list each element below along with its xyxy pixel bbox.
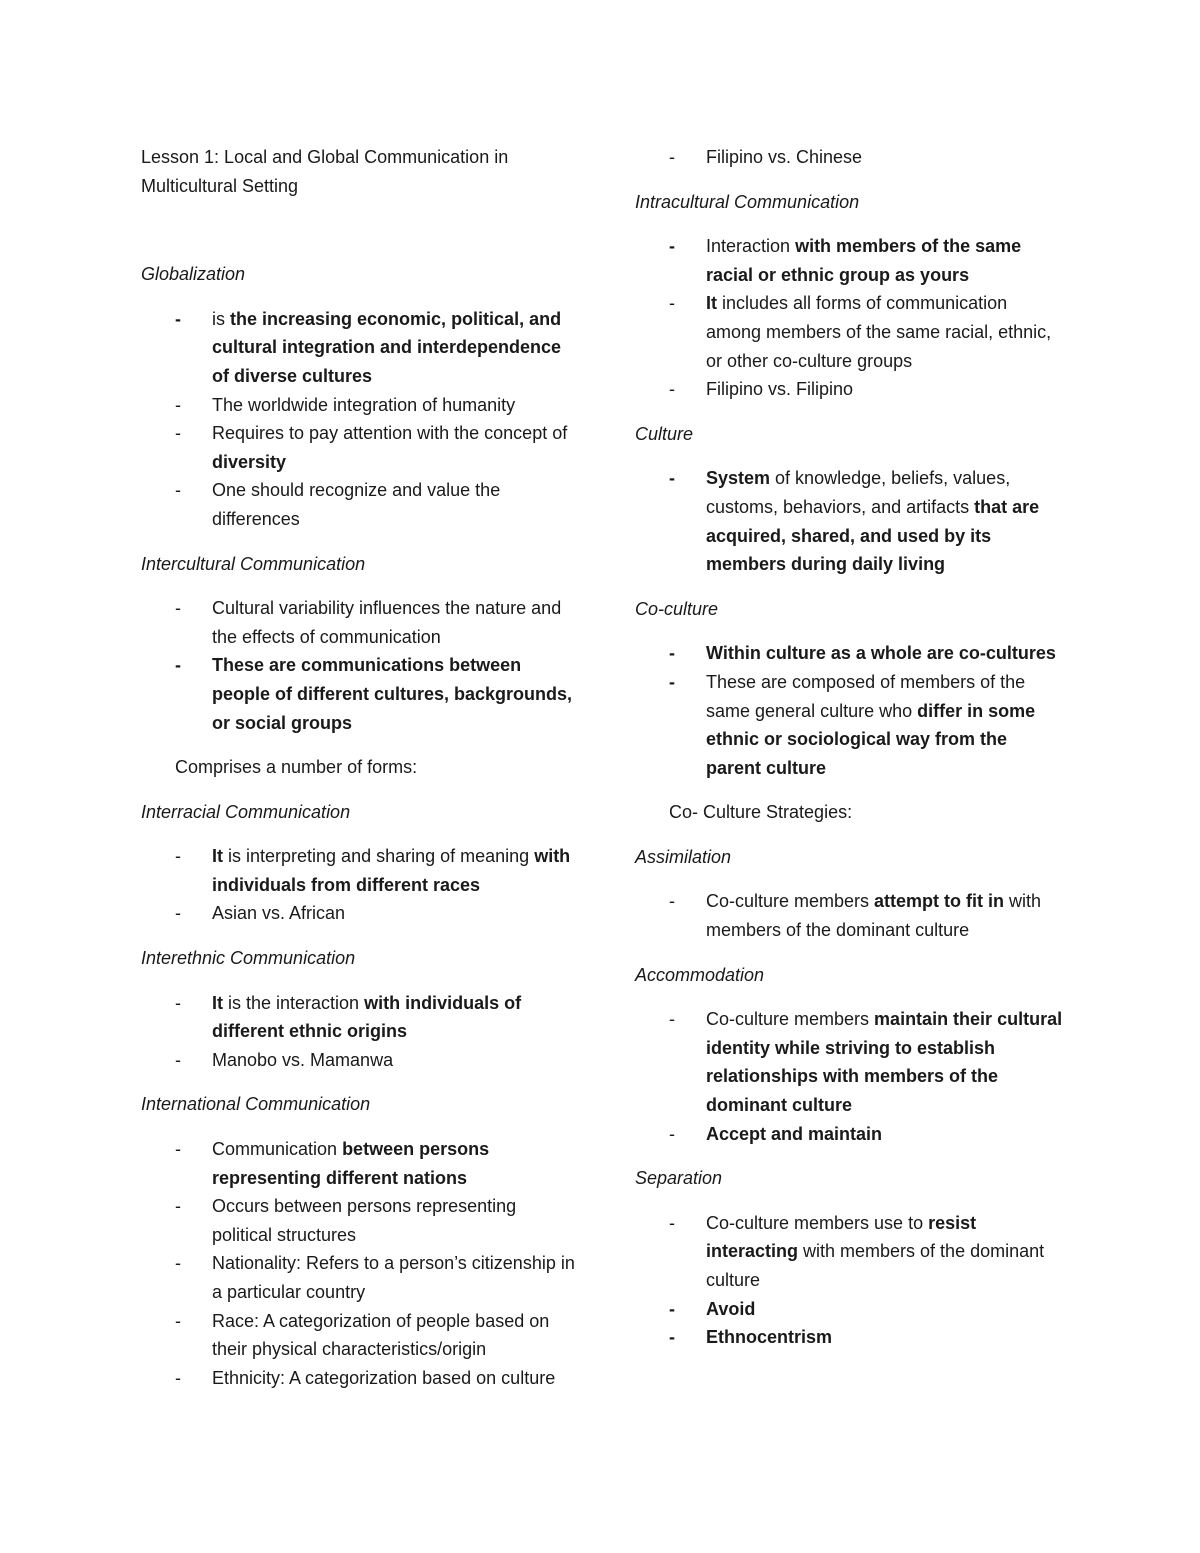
item-text: Manobo vs. Mamanwa bbox=[212, 1049, 394, 1070]
list-item bbox=[141, 989, 581, 1046]
item-text: resist interacting bbox=[706, 1212, 977, 1262]
dash-bullet-icon: - bbox=[669, 671, 675, 692]
item-text: the increasing economic, political, and cultural integration and interdependence of diverse cultures bbox=[212, 308, 562, 386]
dash-bullet-icon: - bbox=[175, 1196, 181, 1217]
list-item bbox=[635, 1120, 1065, 1149]
item-text: differ in some ethnic or sociological way from the parent culture bbox=[706, 700, 1036, 778]
dash-bullet-icon: - bbox=[175, 1367, 181, 1388]
item-text: maintain their cultural identity while striving to establish relationships with members of the dominant culture bbox=[706, 1009, 1063, 1116]
list-item bbox=[635, 232, 1065, 289]
interracial-list bbox=[141, 842, 581, 928]
item-text: Interaction bbox=[706, 236, 796, 257]
item-text: System bbox=[706, 468, 771, 489]
dash-bullet-icon: - bbox=[669, 643, 675, 664]
dash-bullet-icon: - bbox=[669, 147, 675, 167]
dash-bullet-icon: - bbox=[669, 891, 675, 912]
dash-bullet-icon: - bbox=[175, 480, 181, 501]
dash-bullet-icon: - bbox=[669, 379, 675, 400]
list-item bbox=[635, 1005, 1065, 1119]
separation-list bbox=[635, 1209, 1065, 1352]
heading-intercultural: Intercultural Communication bbox=[141, 553, 366, 574]
dash-bullet-icon: - bbox=[175, 394, 181, 415]
list-item bbox=[141, 899, 581, 928]
list-item bbox=[141, 1249, 581, 1306]
dash-bullet-icon: - bbox=[175, 1139, 181, 1160]
item-text: Co-culture members bbox=[706, 1009, 875, 1030]
list-item bbox=[635, 639, 1065, 668]
item-text: with individuals from different races bbox=[212, 846, 571, 895]
list-item bbox=[635, 887, 1065, 944]
item-text: Occurs between persons representing political structures bbox=[212, 1196, 517, 1245]
international-list bbox=[141, 1135, 581, 1392]
dash-bullet-icon: - bbox=[669, 1123, 675, 1144]
intracultural-list bbox=[635, 232, 1065, 404]
heading-interracial: Interracial Communication bbox=[141, 801, 351, 822]
heading-intracultural: Intracultural Communication bbox=[635, 191, 860, 212]
dash-bullet-icon: - bbox=[175, 308, 181, 329]
item-text: Race: A categorization of people based on their physical characteristics/origin bbox=[212, 1310, 550, 1360]
item-text: It bbox=[212, 992, 223, 1013]
list-item bbox=[141, 1135, 581, 1192]
list-item bbox=[141, 651, 581, 737]
heading-globalization: Globalization bbox=[141, 264, 246, 285]
dash-bullet-icon: - bbox=[175, 598, 181, 619]
item-text: is interpreting and sharing of meaning bbox=[223, 846, 535, 867]
dash-bullet-icon: - bbox=[175, 1253, 181, 1274]
item-text: with individuals of different ethnic origins bbox=[212, 992, 522, 1042]
list-item bbox=[141, 305, 581, 391]
list-item bbox=[635, 464, 1065, 578]
list-item bbox=[141, 1307, 581, 1364]
item-text: Asian vs. African bbox=[212, 903, 346, 924]
interethnic-list bbox=[141, 989, 581, 1075]
list-item bbox=[141, 594, 581, 651]
assimilation-list bbox=[635, 887, 1065, 944]
item-text: with members of the dominant culture bbox=[706, 891, 1042, 941]
item-text: that are acquired, shared, and used by its members during daily living bbox=[706, 496, 1040, 575]
item-text: These are composed of members of the same general culture who bbox=[706, 671, 1026, 721]
accommodation-list bbox=[635, 1005, 1065, 1148]
dash-bullet-icon: - bbox=[175, 992, 181, 1013]
heading-culture: Culture bbox=[635, 423, 694, 444]
list-item bbox=[635, 143, 1065, 172]
item-text: includes all forms of communication among members of the same racial, ethnic, or other co-culture groups bbox=[706, 293, 1052, 371]
item-text: These are communications between people of different cultures, backgrounds, or social groups bbox=[212, 655, 573, 733]
item-text: Ethnicity: A categorization based on culture bbox=[212, 1367, 556, 1388]
item-text: Nationality: Refers to a person’s citizenship in a particular country bbox=[212, 1253, 575, 1302]
left-column bbox=[141, 143, 581, 1408]
heading-interethnic: Interethnic Communication bbox=[141, 948, 356, 969]
coculture-list bbox=[635, 639, 1065, 782]
item-text: Filipino vs. Filipino bbox=[706, 379, 854, 400]
lesson-title: Lesson 1: Local and Global Communication in Multicultural Setting bbox=[141, 147, 509, 196]
item-text: It bbox=[212, 846, 223, 867]
strategies-line: Co- Culture Strategies: bbox=[669, 802, 853, 823]
heading-separation: Separation bbox=[635, 1168, 723, 1189]
intercultural-list bbox=[141, 594, 581, 737]
item-text: Co-culture members bbox=[706, 891, 875, 912]
dash-bullet-icon: - bbox=[175, 655, 181, 676]
item-text: It bbox=[706, 293, 717, 314]
dash-bullet-icon: - bbox=[669, 1009, 675, 1030]
list-item bbox=[635, 375, 1065, 404]
dash-bullet-icon: - bbox=[669, 1298, 675, 1319]
item-text: Cultural variability influences the nature and the effects of communication bbox=[212, 598, 562, 647]
continued-list bbox=[635, 143, 1065, 172]
list-item bbox=[141, 842, 581, 899]
list-item bbox=[141, 391, 581, 420]
dash-bullet-icon: - bbox=[175, 1310, 181, 1331]
item-text: diversity bbox=[212, 451, 287, 472]
dash-bullet-icon: - bbox=[175, 1049, 181, 1070]
item-text: is bbox=[212, 308, 230, 329]
list-item bbox=[635, 1295, 1065, 1324]
list-item bbox=[635, 1209, 1065, 1295]
list-item bbox=[141, 419, 581, 476]
heading-international: International Communication bbox=[141, 1094, 371, 1115]
heading-assimilation: Assimilation bbox=[635, 846, 732, 867]
list-item bbox=[141, 476, 581, 533]
item-text: between persons representing different nations bbox=[212, 1139, 490, 1188]
item-text: Accept and maintain bbox=[706, 1123, 883, 1144]
right-column bbox=[635, 143, 1065, 1368]
dash-bullet-icon: - bbox=[669, 468, 675, 489]
item-text: Filipino vs. Chinese bbox=[706, 147, 863, 167]
item-text: of knowledge, beliefs, values, customs, behaviors, and artifacts bbox=[706, 468, 1011, 517]
forms-line: Comprises a number of forms: bbox=[175, 757, 418, 778]
globalization-list bbox=[141, 305, 581, 534]
item-text: The worldwide integration of humanity bbox=[212, 394, 516, 415]
item-text: Within culture as a whole are co-cultures bbox=[706, 643, 1056, 664]
dash-bullet-icon: - bbox=[175, 423, 181, 444]
item-text: with members of the same racial or ethnic group as yours bbox=[706, 236, 1022, 285]
item-text: Communication bbox=[212, 1139, 343, 1160]
item-text: attempt to fit in bbox=[874, 891, 1005, 912]
item-text: Ethnocentrism bbox=[706, 1327, 833, 1348]
dash-bullet-icon: - bbox=[669, 293, 675, 314]
item-text: Requires to pay attention with the concept of bbox=[212, 423, 568, 444]
item-text: Co-culture members use to bbox=[706, 1212, 929, 1233]
heading-coculture: Co-culture bbox=[635, 598, 719, 619]
dash-bullet-icon: - bbox=[669, 236, 675, 257]
item-text: Avoid bbox=[706, 1298, 756, 1319]
list-item bbox=[141, 1192, 581, 1249]
item-text: One should recognize and value the differences bbox=[212, 480, 501, 529]
item-text: is the interaction bbox=[223, 992, 365, 1013]
list-item bbox=[141, 1364, 581, 1393]
dash-bullet-icon: - bbox=[175, 846, 181, 867]
heading-accommodation: Accommodation bbox=[635, 964, 765, 985]
list-item bbox=[635, 668, 1065, 782]
dash-bullet-icon: - bbox=[669, 1212, 675, 1233]
list-item bbox=[635, 1323, 1065, 1352]
list-item bbox=[141, 1046, 581, 1075]
dash-bullet-icon: - bbox=[669, 1327, 675, 1348]
dash-bullet-icon: - bbox=[175, 903, 181, 924]
culture-list bbox=[635, 464, 1065, 578]
list-item bbox=[635, 289, 1065, 375]
item-text: with members of the dominant culture bbox=[706, 1241, 1045, 1290]
